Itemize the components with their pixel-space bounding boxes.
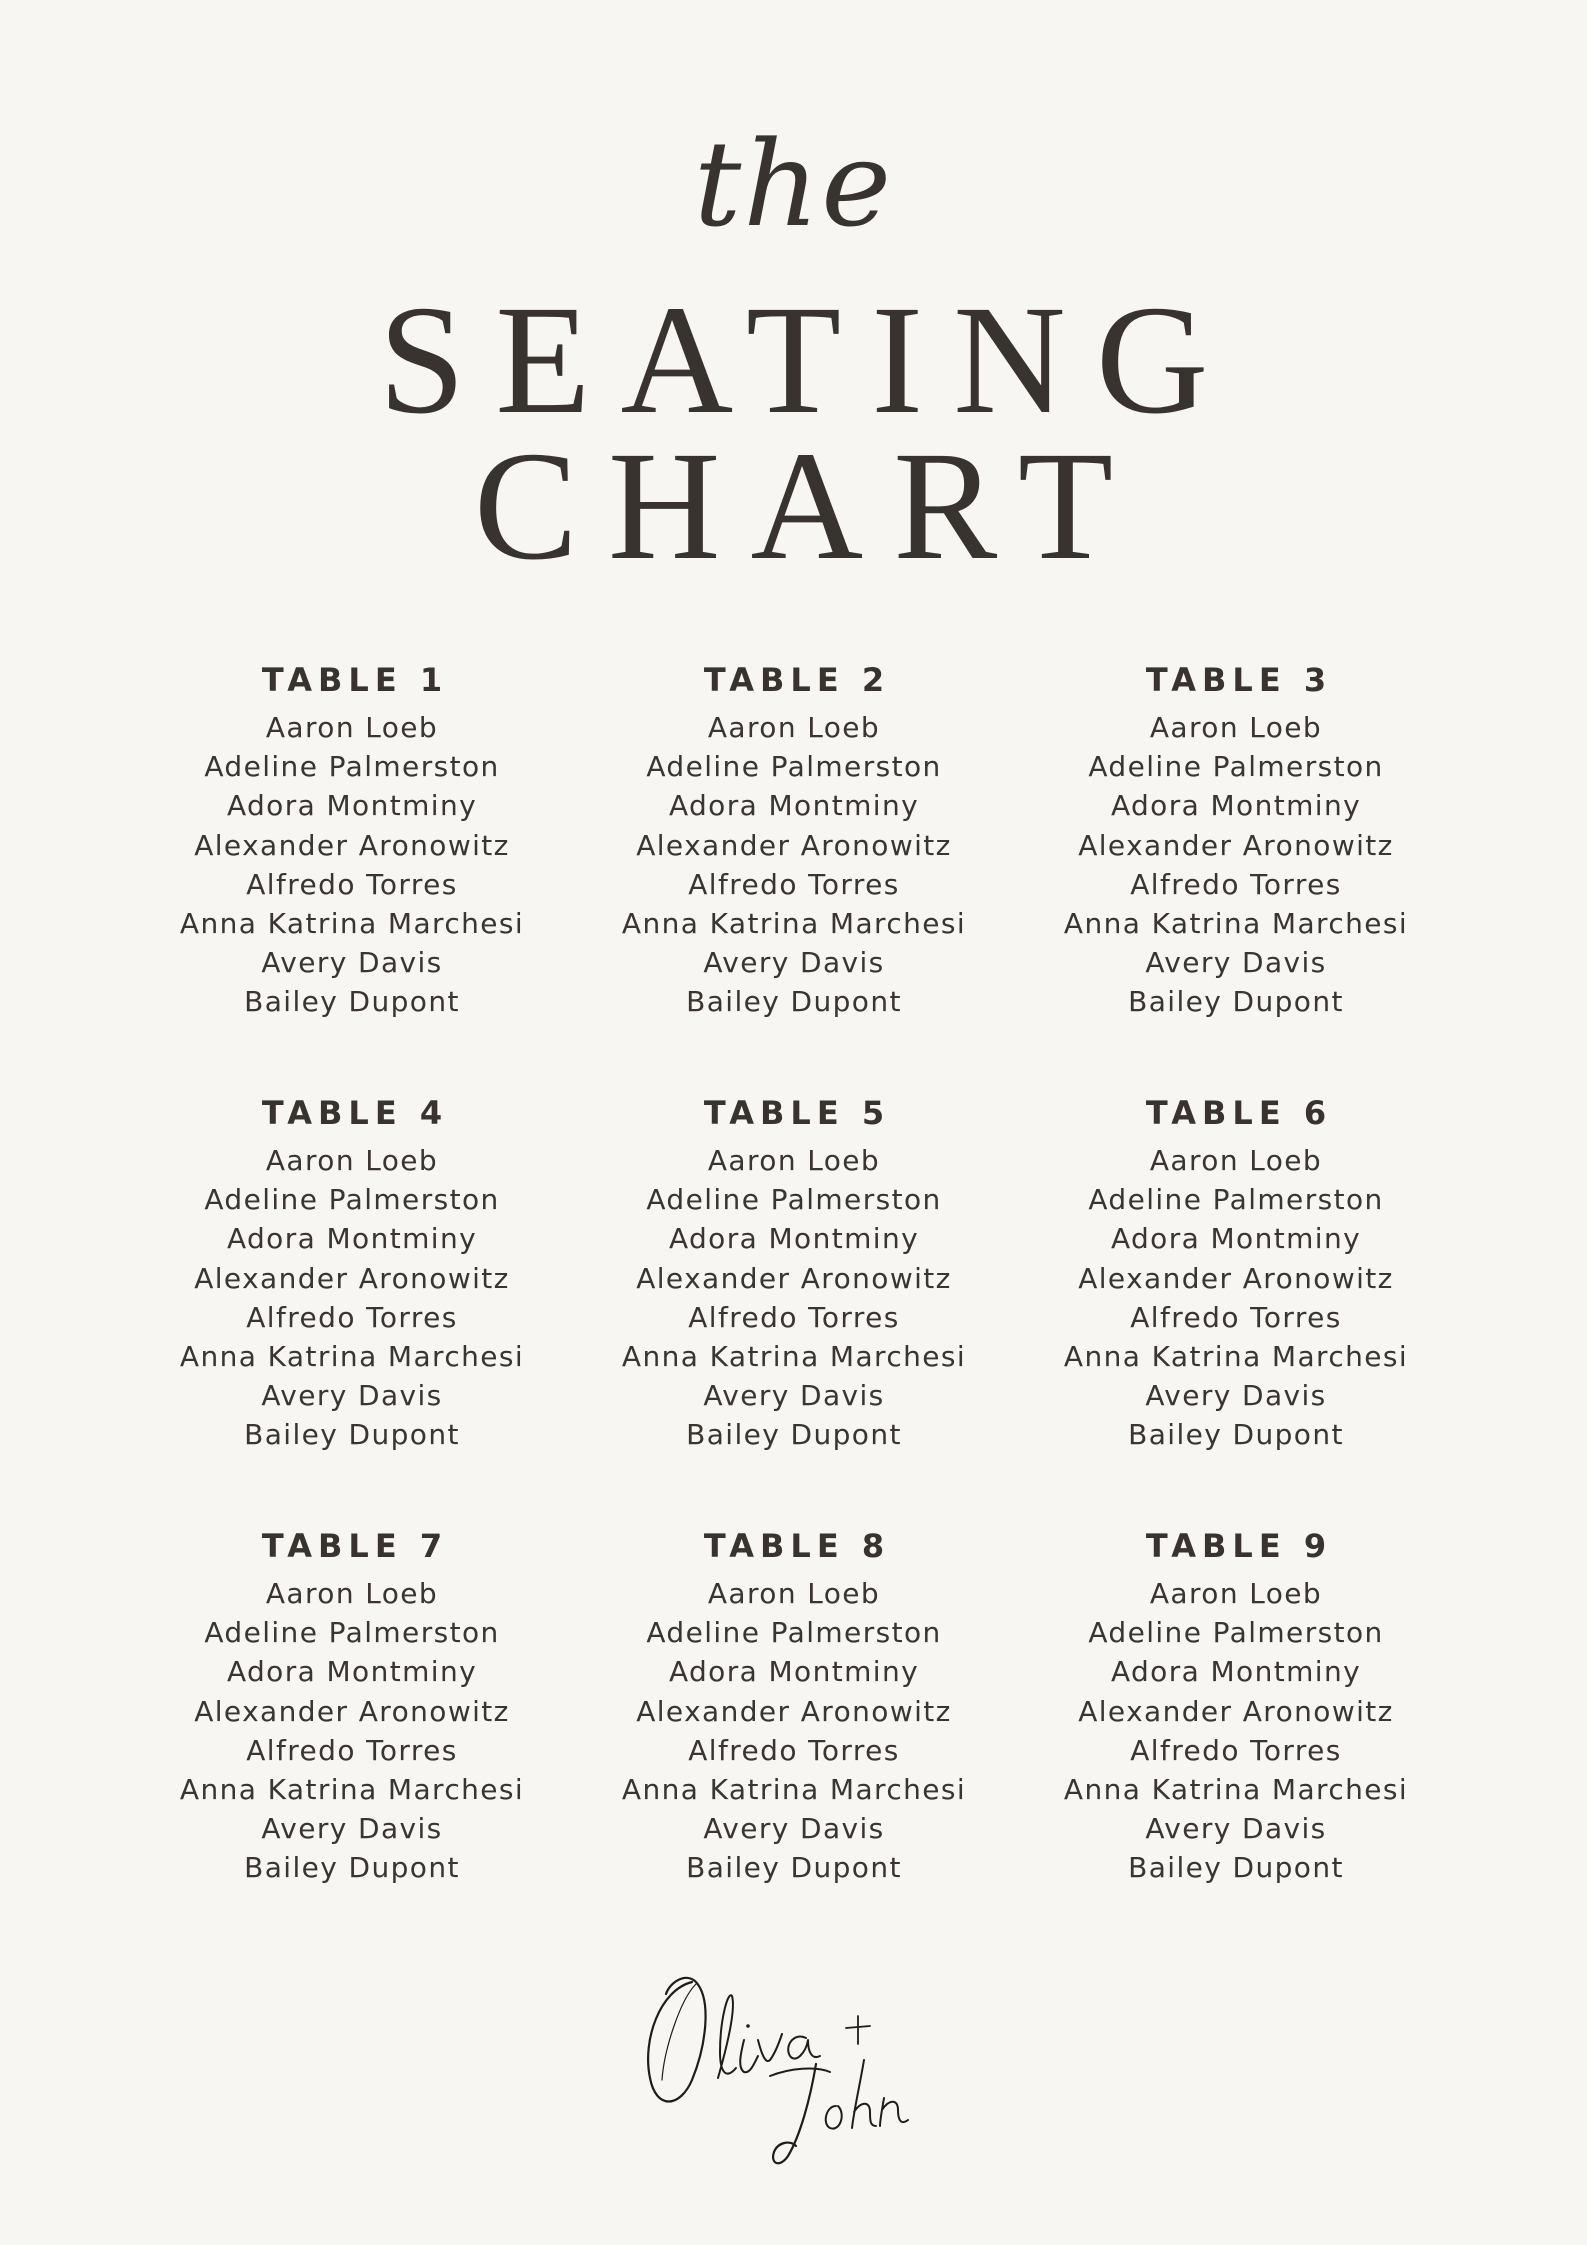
- guest-name: Anna Katrina Marchesi: [179, 907, 525, 941]
- guest-list: [573, 1141, 1015, 1455]
- guest-name: Alfredo Torres: [688, 867, 900, 901]
- table-block-3: [1015, 656, 1457, 1022]
- table-heading: TABLE 6: [1145, 1094, 1333, 1132]
- guest-name: Avery Davis: [703, 946, 885, 980]
- guest-name: Avery Davis: [703, 1379, 885, 1413]
- table-block-7: [131, 1522, 573, 1888]
- table-block-5: [573, 1089, 1015, 1455]
- guest-name: Alfredo Torres: [1130, 867, 1342, 901]
- guest-name: Anna Katrina Marchesi: [1063, 907, 1409, 941]
- guest-name: Bailey Dupont: [244, 1851, 460, 1885]
- table-block-8: [573, 1522, 1015, 1888]
- guest-name: Alexander Aronowitz: [194, 1694, 510, 1728]
- guest-name: Avery Davis: [1145, 946, 1327, 980]
- guest-name: Avery Davis: [703, 1812, 885, 1846]
- guest-name: Alexander Aronowitz: [1078, 828, 1394, 862]
- guest-name: Avery Davis: [261, 1379, 443, 1413]
- guest-name: Adora Montminy: [668, 1222, 920, 1256]
- guest-name: Bailey Dupont: [244, 985, 460, 1019]
- guest-name: Alfredo Torres: [1130, 1300, 1342, 1334]
- signature-monogram-icon: [640, 1960, 950, 2180]
- guest-name: Avery Davis: [261, 946, 443, 980]
- guest-name: Anna Katrina Marchesi: [621, 1340, 967, 1374]
- guest-name: Adeline Palmerston: [204, 750, 500, 784]
- guest-name: Adeline Palmerston: [646, 750, 942, 784]
- guest-name: Adora Montminy: [1110, 1655, 1362, 1689]
- table-block-9: [1015, 1522, 1457, 1888]
- guest-name: Alexander Aronowitz: [636, 1694, 952, 1728]
- guest-list: [1015, 1574, 1457, 1888]
- guest-name: Adeline Palmerston: [204, 1183, 500, 1217]
- guest-name: Aaron Loeb: [1149, 1577, 1323, 1610]
- guest-name: Anna Katrina Marchesi: [179, 1773, 525, 1807]
- guest-name: Avery Davis: [261, 1812, 443, 1846]
- script-the-heading: the: [693, 115, 894, 253]
- guest-name: Alexander Aronowitz: [1078, 1261, 1394, 1295]
- guest-name: Bailey Dupont: [244, 1418, 460, 1452]
- guest-name: Anna Katrina Marchesi: [621, 907, 967, 941]
- table-block-6: [1015, 1089, 1457, 1455]
- guest-list: [573, 708, 1015, 1022]
- guest-name: Aaron Loeb: [265, 711, 439, 744]
- guest-name: Avery Davis: [1145, 1812, 1327, 1846]
- table-heading: TABLE 7: [261, 1527, 449, 1565]
- table-heading: TABLE 4: [261, 1094, 449, 1132]
- guest-name: Adora Montminy: [226, 1222, 478, 1256]
- guest-name: Anna Katrina Marchesi: [1063, 1773, 1409, 1807]
- guest-name: Bailey Dupont: [1128, 1418, 1344, 1452]
- guest-name: Alexander Aronowitz: [194, 1261, 510, 1295]
- guest-name: Alexander Aronowitz: [636, 1261, 952, 1295]
- title-chart: CHART: [473, 419, 1144, 592]
- guest-name: Bailey Dupont: [1128, 985, 1344, 1019]
- guest-name: Alfredo Torres: [246, 867, 458, 901]
- guest-name: Adeline Palmerston: [1088, 1616, 1384, 1650]
- guest-name: Alexander Aronowitz: [636, 828, 952, 862]
- guest-name: Bailey Dupont: [686, 985, 902, 1019]
- guest-name: Bailey Dupont: [686, 1851, 902, 1885]
- guest-name: Alfredo Torres: [246, 1733, 458, 1767]
- guest-name: Adora Montminy: [668, 789, 920, 823]
- guest-name: Anna Katrina Marchesi: [179, 1340, 525, 1374]
- guest-name: Anna Katrina Marchesi: [1063, 1340, 1409, 1374]
- guest-name: Anna Katrina Marchesi: [621, 1773, 967, 1807]
- table-heading: TABLE 8: [703, 1527, 891, 1565]
- guest-list: [131, 708, 573, 1022]
- table-heading: TABLE 3: [1145, 661, 1333, 699]
- guest-name: Adeline Palmerston: [1088, 1183, 1384, 1217]
- guest-name: Adora Montminy: [1110, 1222, 1362, 1256]
- table-heading: TABLE 2: [703, 661, 891, 699]
- guest-list: [131, 1141, 573, 1455]
- title-seating: SEATING: [378, 273, 1239, 446]
- guest-name: Adora Montminy: [1110, 789, 1362, 823]
- guest-name: Bailey Dupont: [686, 1418, 902, 1452]
- guest-name: Adeline Palmerston: [646, 1616, 942, 1650]
- table-block-2: [573, 656, 1015, 1022]
- guest-name: Adora Montminy: [226, 789, 478, 823]
- guest-name: Alfredo Torres: [688, 1300, 900, 1334]
- guest-name: Adora Montminy: [226, 1655, 478, 1689]
- guest-name: Bailey Dupont: [1128, 1851, 1344, 1885]
- table-block-1: [131, 656, 573, 1022]
- guest-list: [1015, 1141, 1457, 1455]
- guest-name: Aaron Loeb: [1149, 1144, 1323, 1177]
- guest-name: Aaron Loeb: [1149, 711, 1323, 744]
- guest-list: [573, 1574, 1015, 1888]
- guest-name: Avery Davis: [1145, 1379, 1327, 1413]
- guest-name: Adeline Palmerston: [204, 1616, 500, 1650]
- guest-name: Aaron Loeb: [707, 711, 881, 744]
- guest-name: Aaron Loeb: [707, 1144, 881, 1177]
- table-heading: TABLE 1: [261, 661, 449, 699]
- guest-name: Aaron Loeb: [265, 1577, 439, 1610]
- guest-name: Adora Montminy: [668, 1655, 920, 1689]
- guest-list: [1015, 708, 1457, 1022]
- guest-name: Adeline Palmerston: [1088, 750, 1384, 784]
- table-block-4: [131, 1089, 573, 1455]
- guest-list: [131, 1574, 573, 1888]
- guest-name: Alexander Aronowitz: [194, 828, 510, 862]
- guest-name: Alexander Aronowitz: [1078, 1694, 1394, 1728]
- signature-text: Oliva + John: [640, 1960, 646, 1961]
- guest-name: Adeline Palmerston: [646, 1183, 942, 1217]
- guest-name: Aaron Loeb: [265, 1144, 439, 1177]
- guest-name: Alfredo Torres: [1130, 1733, 1342, 1767]
- guest-name: Aaron Loeb: [707, 1577, 881, 1610]
- table-heading: TABLE 5: [703, 1094, 891, 1132]
- guest-name: Alfredo Torres: [246, 1300, 458, 1334]
- guest-name: Alfredo Torres: [688, 1733, 900, 1767]
- table-heading: TABLE 9: [1145, 1527, 1333, 1565]
